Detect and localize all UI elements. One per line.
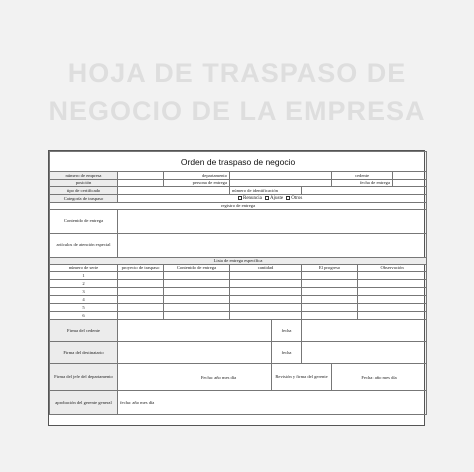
progress-cell[interactable] — [302, 280, 358, 288]
position-field[interactable] — [118, 179, 164, 187]
observation-cell[interactable] — [358, 304, 427, 312]
content-cell[interactable] — [164, 280, 230, 288]
recipient-signature-field[interactable] — [118, 342, 272, 364]
transfer-form-table — [49, 151, 427, 415]
content-cell[interactable] — [164, 304, 230, 312]
quantity-cell[interactable] — [230, 312, 302, 320]
employee-number-label: número de empresa — [50, 172, 118, 180]
id-number-field[interactable] — [302, 187, 427, 195]
progress-cell[interactable] — [302, 312, 358, 320]
quantity-cell[interactable] — [230, 304, 302, 312]
page-heading-line-1: HOJA DE TRASPASO DE — [67, 58, 407, 88]
list-item — [50, 280, 427, 288]
progress-cell[interactable] — [302, 272, 358, 280]
list-item — [50, 296, 427, 304]
content-cell[interactable] — [164, 272, 230, 280]
grantor-label: cedente — [332, 172, 393, 180]
department-field[interactable] — [230, 172, 332, 180]
content-cell[interactable] — [164, 288, 230, 296]
specific-list-header: Lista de entrega específica — [50, 257, 427, 264]
dept-head-date[interactable]: Fecha: año mes día — [118, 364, 272, 391]
department-label: departamento — [164, 172, 230, 180]
grantor-field[interactable] — [393, 172, 427, 180]
observation-cell[interactable] — [358, 288, 427, 296]
delivery-person-field[interactable] — [230, 179, 332, 187]
recipient-date-field[interactable] — [302, 342, 427, 364]
manager-review-label: Revisión y firma del gerente — [272, 364, 332, 391]
delivery-record-header: registro de entrega — [50, 202, 427, 209]
project-cell[interactable] — [118, 272, 164, 280]
row-number: 5 — [50, 304, 118, 312]
project-cell[interactable] — [118, 312, 164, 320]
list-item — [50, 312, 427, 320]
col-header-content: Contenido de entrega — [164, 264, 230, 272]
project-cell[interactable] — [118, 288, 164, 296]
checkbox-renuncia[interactable] — [238, 196, 242, 200]
id-number-label: número de identificación — [230, 187, 302, 195]
grantor-date-label: fecha — [272, 320, 302, 342]
checkbox-ajuste[interactable] — [265, 196, 269, 200]
gm-approval-date[interactable]: fecha: año mes día — [118, 391, 427, 415]
transfer-form-sheet — [48, 150, 425, 426]
grantor-signature-label: Firma del cedente — [50, 320, 118, 342]
certificate-type-field[interactable] — [118, 187, 230, 195]
row-number: 6 — [50, 312, 118, 320]
delivery-person-label: persona de entrega — [164, 179, 230, 187]
option-otros: Otros — [291, 196, 303, 201]
delivery-content-field[interactable] — [118, 209, 427, 233]
list-item — [50, 272, 427, 280]
observation-cell[interactable] — [358, 296, 427, 304]
recipient-date-label: fecha — [272, 342, 302, 364]
progress-cell[interactable] — [302, 288, 358, 296]
list-item — [50, 288, 427, 296]
recipient-signature-label: Firma del destinatario — [50, 342, 118, 364]
progress-cell[interactable] — [302, 296, 358, 304]
quantity-cell[interactable] — [230, 272, 302, 280]
observation-cell[interactable] — [358, 312, 427, 320]
checkbox-otros[interactable] — [286, 196, 290, 200]
quantity-cell[interactable] — [230, 296, 302, 304]
content-cell[interactable] — [164, 296, 230, 304]
row-number: 4 — [50, 296, 118, 304]
list-item — [50, 304, 427, 312]
quantity-cell[interactable] — [230, 288, 302, 296]
grantor-date-field[interactable] — [302, 320, 427, 342]
option-renuncia: Renuncia — [243, 196, 262, 201]
page-heading-line-2: NEGOCIO DE LA EMPRESA — [48, 96, 426, 126]
row-number: 2 — [50, 280, 118, 288]
delivery-content-label: Contenido de entrega — [50, 209, 118, 233]
grantor-signature-field[interactable] — [118, 320, 272, 342]
col-header-progress: El progreso — [302, 264, 358, 272]
manager-review-date[interactable]: Fecha: año mes día — [332, 364, 427, 391]
row-number: 1 — [50, 272, 118, 280]
quantity-cell[interactable] — [230, 280, 302, 288]
position-label: posición — [50, 179, 118, 187]
transfer-category-label: Categoría de traspaso — [50, 194, 118, 202]
row-number: 3 — [50, 288, 118, 296]
delivery-date-label: fecha de entrega — [332, 179, 393, 187]
col-header-serial: número de serie — [50, 264, 118, 272]
certificate-type-label: tipo de certificado — [50, 187, 118, 195]
gm-approval-label: aprobación del gerente general — [50, 391, 118, 415]
project-cell[interactable] — [118, 296, 164, 304]
content-cell[interactable] — [164, 312, 230, 320]
employee-number-field[interactable] — [118, 172, 164, 180]
form-title: Orden de traspaso de negocio — [50, 152, 427, 172]
col-header-quantity: cantidad — [230, 264, 302, 272]
observation-cell[interactable] — [358, 280, 427, 288]
delivery-date-field[interactable] — [393, 179, 427, 187]
option-ajuste: Ajuste — [270, 196, 284, 201]
special-attention-field[interactable] — [118, 233, 427, 257]
dept-head-signature-label: Firma del jefe del departamento — [50, 364, 118, 391]
transfer-category-options — [118, 194, 427, 202]
special-attention-label: artículos de atención especial — [50, 233, 118, 257]
project-cell[interactable] — [118, 304, 164, 312]
col-header-project: proyecto de traspaso — [118, 264, 164, 272]
observation-cell[interactable] — [358, 272, 427, 280]
project-cell[interactable] — [118, 280, 164, 288]
col-header-observation: Observación — [358, 264, 427, 272]
progress-cell[interactable] — [302, 304, 358, 312]
